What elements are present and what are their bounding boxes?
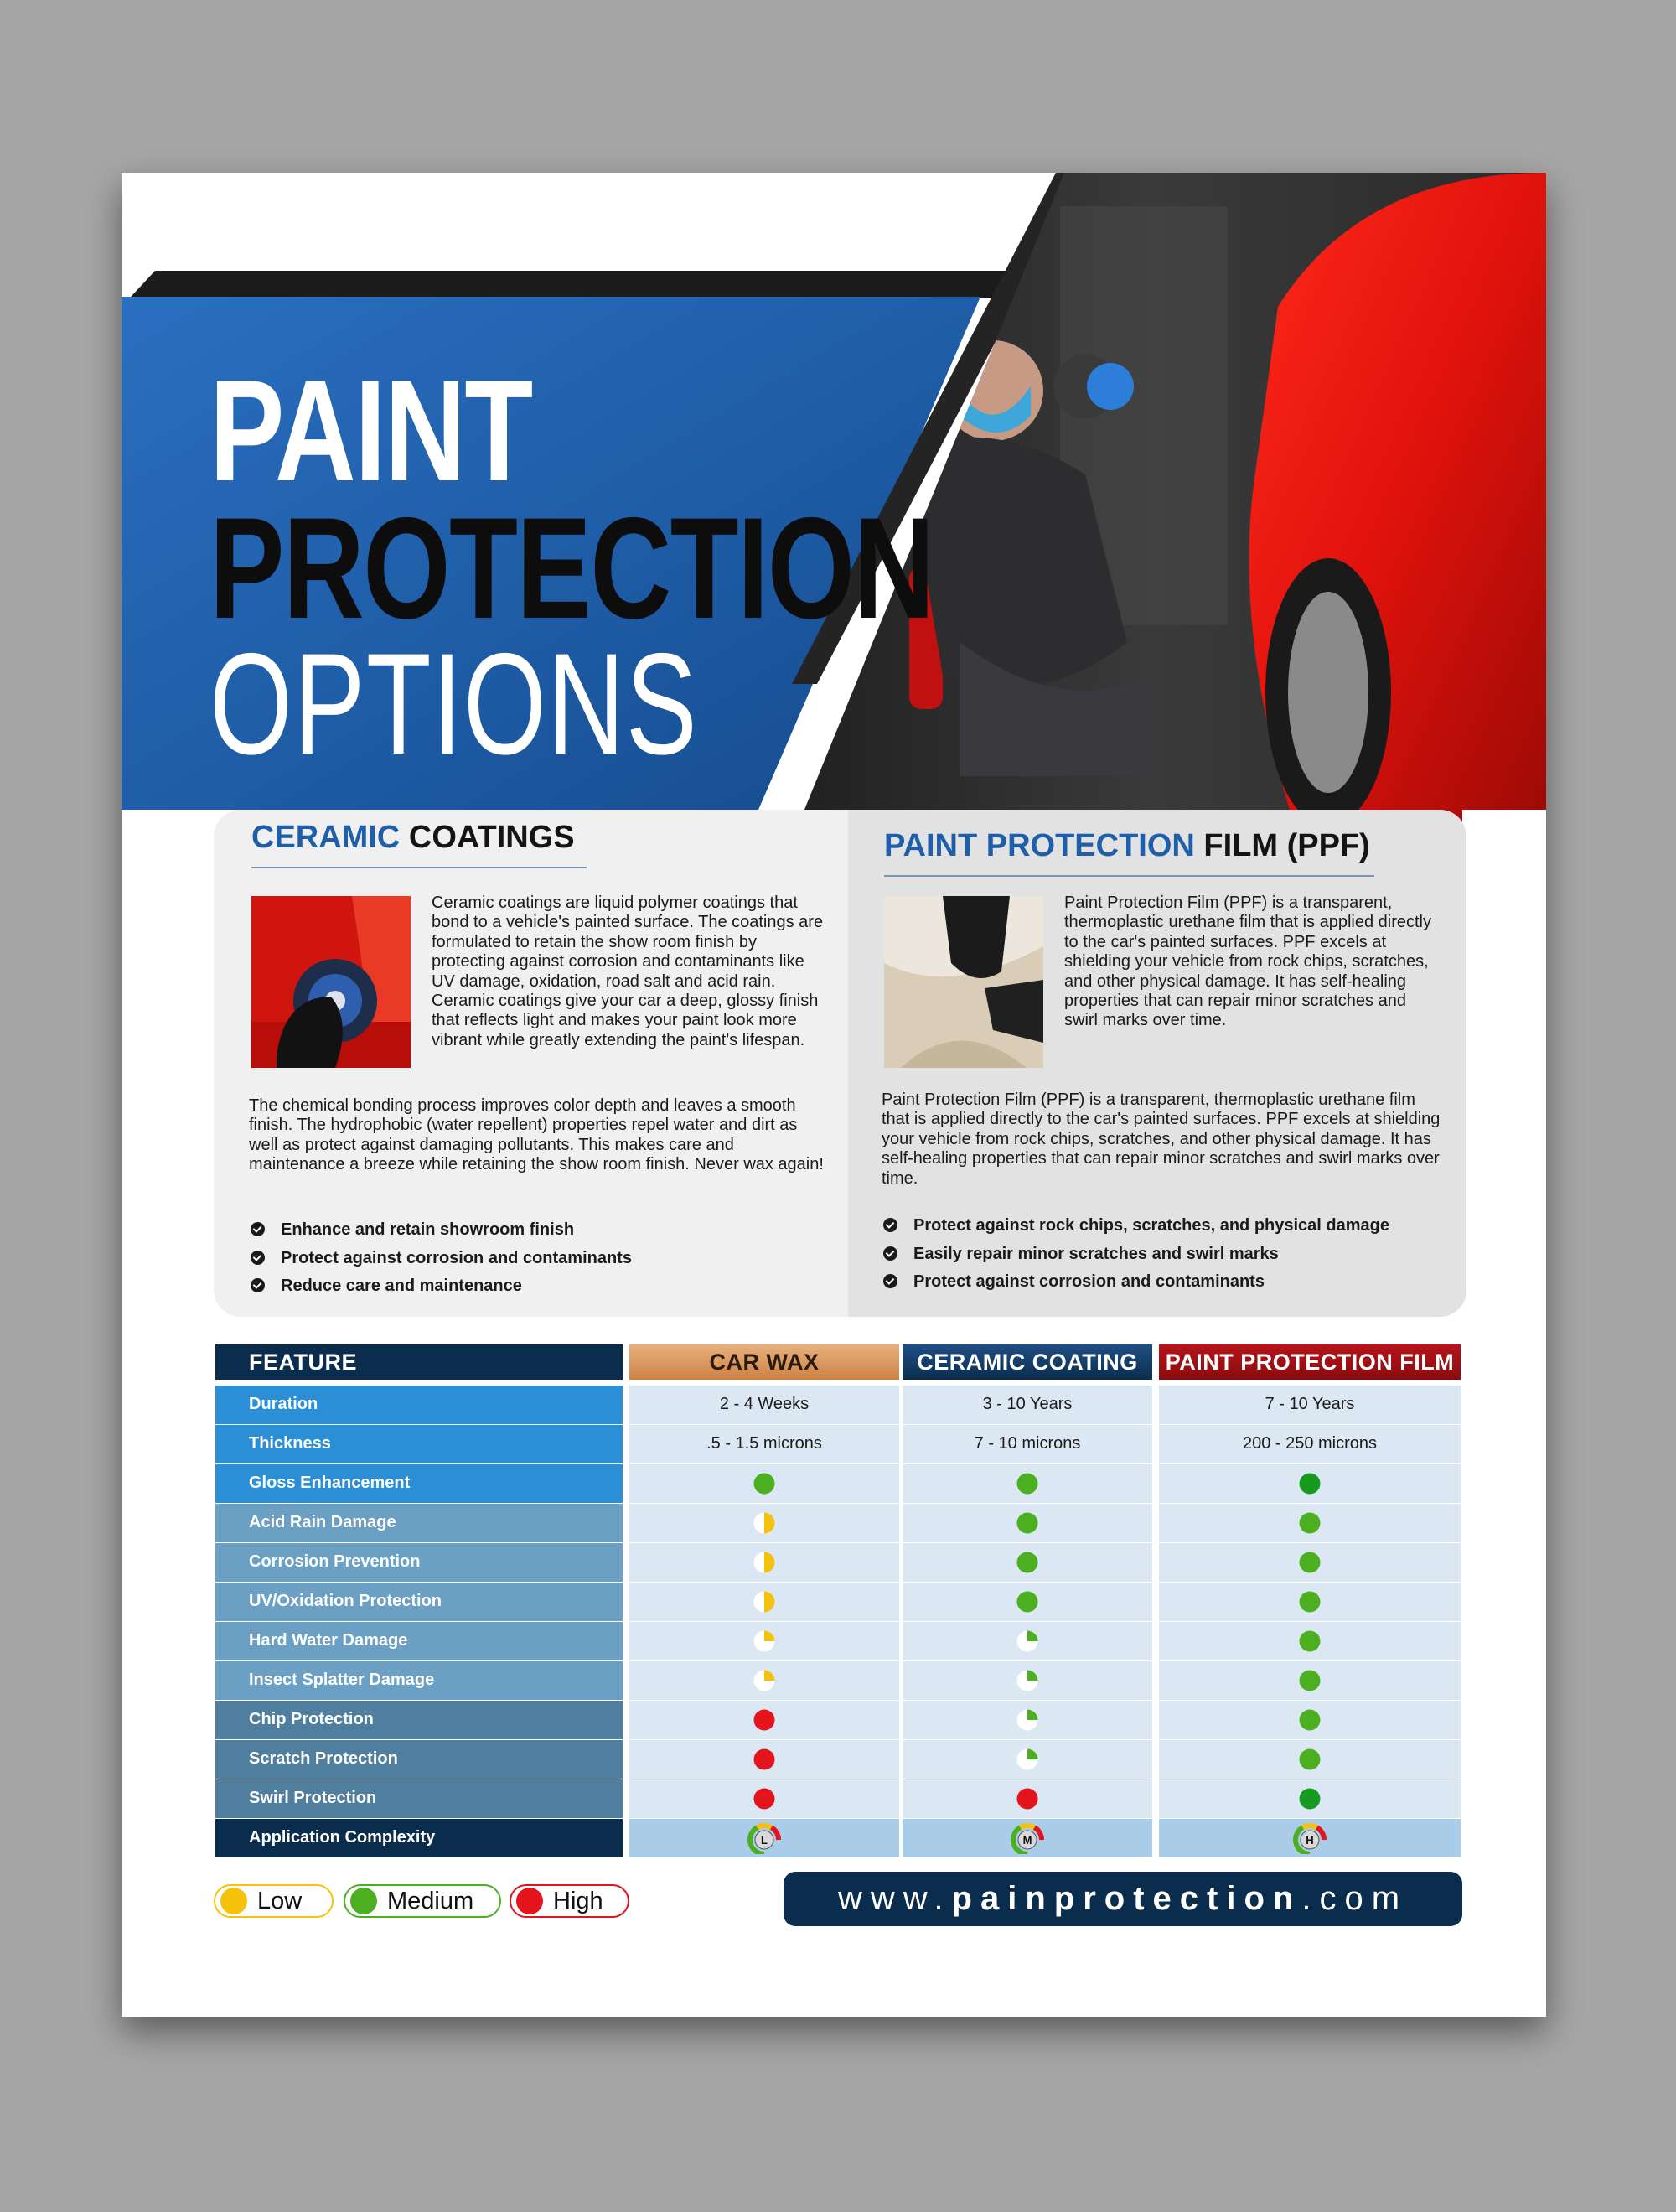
title-line-paint: PAINT xyxy=(210,350,532,511)
ppf-body-text: Paint Protection Film (PPF) is a transparent, thermoplastic urethane film that is applied directly to the car's painted surfaces. PPF excels at shielding your vehicle from rock chips, scratches, and other physical damage. It has self-healing properties that can repair minor scratches and swirl marks over time. xyxy=(882,1090,1441,1188)
legend-medium-label: Medium xyxy=(387,1887,474,1914)
low-rating-icon xyxy=(753,1670,775,1691)
legend-high xyxy=(510,1884,629,1918)
ppf-title-blue: PAINT PROTECTION xyxy=(884,828,1195,863)
medium-rating-icon xyxy=(1299,1630,1321,1652)
medium-rating-icon xyxy=(1016,1709,1038,1731)
legend-low-label: Low xyxy=(257,1887,303,1914)
ppf-intro-text: Paint Protection Film (PPF) is a transparent, thermoplastic urethane film that is applied directly to the car's painted surfaces. PPF excels at shielding your vehicle from rock chips, scratches, and other physical damage. It has self-healing properties that can repair minor scratches and swirl marks over time. xyxy=(1064,894,1431,1030)
table-cell-wax xyxy=(629,1740,899,1779)
table-row-feature: Chip Protection xyxy=(215,1701,623,1739)
table-cell-ppf: 7 - 10 Years xyxy=(1159,1386,1461,1424)
ppf-film-photo xyxy=(884,896,1043,1068)
check-icon xyxy=(251,1278,265,1292)
complexity-letter: H xyxy=(1306,1833,1314,1847)
table-cell-ppf xyxy=(1159,1819,1461,1857)
medium-three-rating-icon xyxy=(1016,1630,1038,1652)
check-icon xyxy=(883,1246,897,1261)
ceramic-benefit-item: Reduce care and maintenance xyxy=(249,1276,632,1304)
table-cell-ceramic xyxy=(903,1779,1152,1818)
medium-rating-icon xyxy=(1299,1670,1321,1691)
medium-rating-icon xyxy=(1016,1748,1038,1770)
table-row-feature: Duration xyxy=(215,1386,623,1424)
ceramic-benefit-item: Protect against corrosion and contaminants xyxy=(249,1248,632,1277)
medium-rating-icon xyxy=(1299,1709,1321,1731)
complexity-gauge-icon xyxy=(747,1822,782,1854)
title-line-options: OPTIONS xyxy=(210,624,699,785)
table-cell-wax xyxy=(629,1661,899,1700)
medium-rating-icon xyxy=(1016,1512,1038,1534)
high-rating-icon xyxy=(1299,1473,1321,1495)
low-rating-icon xyxy=(753,1591,775,1613)
table-cell-wax xyxy=(629,1543,899,1582)
table-cell-wax xyxy=(629,1622,899,1660)
ppf-benefit-item: Protect against rock chips, scratches, and physical damage xyxy=(882,1215,1389,1244)
table-cell-wax xyxy=(629,1701,899,1739)
legend-high-dot xyxy=(516,1888,543,1914)
table-cell-ppf: 200 - 250 microns xyxy=(1159,1425,1461,1463)
legend-medium-dot xyxy=(350,1888,377,1914)
table-row-feature: UV/Oxidation Protection xyxy=(215,1583,623,1621)
table-cell-wax xyxy=(629,1583,899,1621)
check-icon xyxy=(251,1251,265,1265)
complexity-gauge-icon xyxy=(1010,1822,1045,1854)
table-cell-ceramic xyxy=(903,1661,1152,1700)
legend-low xyxy=(214,1884,334,1918)
ppf-section-title xyxy=(884,828,1370,864)
legend-low-dot xyxy=(220,1888,247,1914)
table-row-feature: Hard Water Damage xyxy=(215,1622,623,1660)
table-row-feature: Application Complexity xyxy=(215,1819,623,1857)
table-cell-ceramic xyxy=(903,1701,1152,1739)
low-rating-icon xyxy=(753,1552,775,1573)
table-cell-wax xyxy=(629,1464,899,1503)
table-cell-ceramic xyxy=(903,1622,1152,1660)
ceramic-body-text: The chemical bonding process improves color depth and leaves a smooth finish. The hydrophobic (water repellent) properties repel water and dirt as well as protect against damaging pollutants. This makes care and maintenance a breeze while retaining the show room finish. Never wax again! xyxy=(249,1096,824,1174)
table-cell-ceramic xyxy=(903,1543,1152,1582)
table-cell-ppf xyxy=(1159,1661,1461,1700)
table-cell-ppf xyxy=(1159,1740,1461,1779)
table-cell-wax xyxy=(629,1504,899,1542)
medium-rating-icon xyxy=(753,1473,775,1495)
high-rating-icon xyxy=(753,1748,775,1770)
table-cell-ppf xyxy=(1159,1504,1461,1542)
medium-rating-icon xyxy=(1016,1552,1038,1573)
table-cell-ppf xyxy=(1159,1622,1461,1660)
table-row-feature: Acid Rain Damage xyxy=(215,1504,623,1542)
ceramic-intro-text: Ceramic coatings are liquid polymer coatings that bond to a vehicle's painted surface. The coatings are formulated to retain the show room finish by protecting against corrosion and contaminants like UV damage, oxidation, road salt and acid rain. Ceramic coatings give your car a deep, glossy finish that reflects light and makes your paint look more vibrant while greatly extending the paint's lifespan. xyxy=(432,894,824,1049)
high-rating-icon xyxy=(1016,1788,1038,1810)
table-cell-wax: 2 - 4 Weeks xyxy=(629,1386,899,1424)
title-line-protection: PROTECTION xyxy=(210,488,934,649)
table-cell-ppf xyxy=(1159,1701,1461,1739)
check-icon xyxy=(883,1274,897,1288)
table-cell-ceramic xyxy=(903,1583,1152,1621)
table-cell-ceramic xyxy=(903,1464,1152,1503)
table-header-feature: FEATURE xyxy=(215,1344,623,1380)
ppf-benefit-item: Protect against corrosion and contaminants xyxy=(882,1272,1389,1300)
table-cell-wax xyxy=(629,1819,899,1857)
info-panel xyxy=(214,810,1466,1317)
legend-medium xyxy=(344,1884,501,1918)
ceramic-benefit-list xyxy=(249,1220,632,1304)
table-cell-ceramic: 7 - 10 microns xyxy=(903,1425,1152,1463)
table-row-feature: Scratch Protection xyxy=(215,1740,623,1779)
url-suffix: .com xyxy=(1301,1880,1409,1917)
url-prefix: www. xyxy=(837,1880,952,1917)
ceramic-title-blue: CERAMIC xyxy=(251,820,401,855)
check-icon xyxy=(883,1218,897,1232)
low-rating-icon xyxy=(753,1512,775,1534)
check-icon xyxy=(251,1222,265,1236)
table-cell-ceramic: 3 - 10 Years xyxy=(903,1386,1152,1424)
medium-rating-icon xyxy=(1299,1512,1321,1534)
ppf-benefit-item: Easily repair minor scratches and swirl marks xyxy=(882,1244,1389,1272)
ceramic-section-title xyxy=(251,820,575,856)
table-cell-ppf xyxy=(1159,1779,1461,1818)
medium-rating-icon xyxy=(1299,1591,1321,1613)
medium-rating-icon xyxy=(1016,1591,1038,1613)
high-rating-icon xyxy=(753,1788,775,1810)
table-row-feature: Insect Splatter Damage xyxy=(215,1661,623,1700)
ceramic-title-underline xyxy=(251,867,587,868)
ppf-title-black: FILM (PPF) xyxy=(1203,828,1370,863)
table-cell-ceramic xyxy=(903,1740,1152,1779)
ppf-benefit-list xyxy=(882,1215,1389,1300)
ppf-title-underline xyxy=(884,875,1374,877)
url-domain: painprotection xyxy=(951,1880,1302,1917)
table-cell-ppf xyxy=(1159,1583,1461,1621)
website-url[interactable] xyxy=(784,1872,1462,1926)
table-row-feature: Corrosion Prevention xyxy=(215,1543,623,1582)
table-row-feature: Thickness xyxy=(215,1425,623,1463)
ceramic-title-black: COATINGS xyxy=(408,820,575,855)
table-header-ppf: PAINT PROTECTION FILM xyxy=(1159,1344,1461,1380)
table-cell-wax: .5 - 1.5 microns xyxy=(629,1425,899,1463)
medium-rating-icon xyxy=(1299,1748,1321,1770)
flyer-page xyxy=(122,173,1546,2017)
high-rating-icon xyxy=(753,1709,775,1731)
table-row-feature: Gloss Enhancement xyxy=(215,1464,623,1503)
ceramic-benefit-item: Enhance and retain showroom finish xyxy=(249,1220,632,1248)
table-cell-ceramic xyxy=(903,1819,1152,1857)
table-row-feature: Swirl Protection xyxy=(215,1779,623,1818)
table-cell-wax xyxy=(629,1779,899,1818)
table-header-ceramic-coating: CERAMIC COATING xyxy=(903,1344,1152,1380)
ceramic-polisher-photo xyxy=(251,896,411,1068)
low-rating-icon xyxy=(753,1630,775,1652)
legend-high-label: High xyxy=(553,1887,603,1914)
medium-three-rating-icon xyxy=(1016,1670,1038,1691)
complexity-gauge-icon xyxy=(1292,1822,1327,1854)
table-cell-ceramic xyxy=(903,1504,1152,1542)
high-rating-icon xyxy=(1299,1788,1321,1810)
complexity-letter: M xyxy=(1022,1833,1032,1847)
table-cell-ppf xyxy=(1159,1543,1461,1582)
medium-rating-icon xyxy=(1016,1473,1038,1495)
medium-rating-icon xyxy=(1299,1552,1321,1573)
table-header-car-wax: CAR WAX xyxy=(629,1344,899,1380)
complexity-letter: L xyxy=(761,1833,768,1847)
table-cell-ppf xyxy=(1159,1464,1461,1503)
